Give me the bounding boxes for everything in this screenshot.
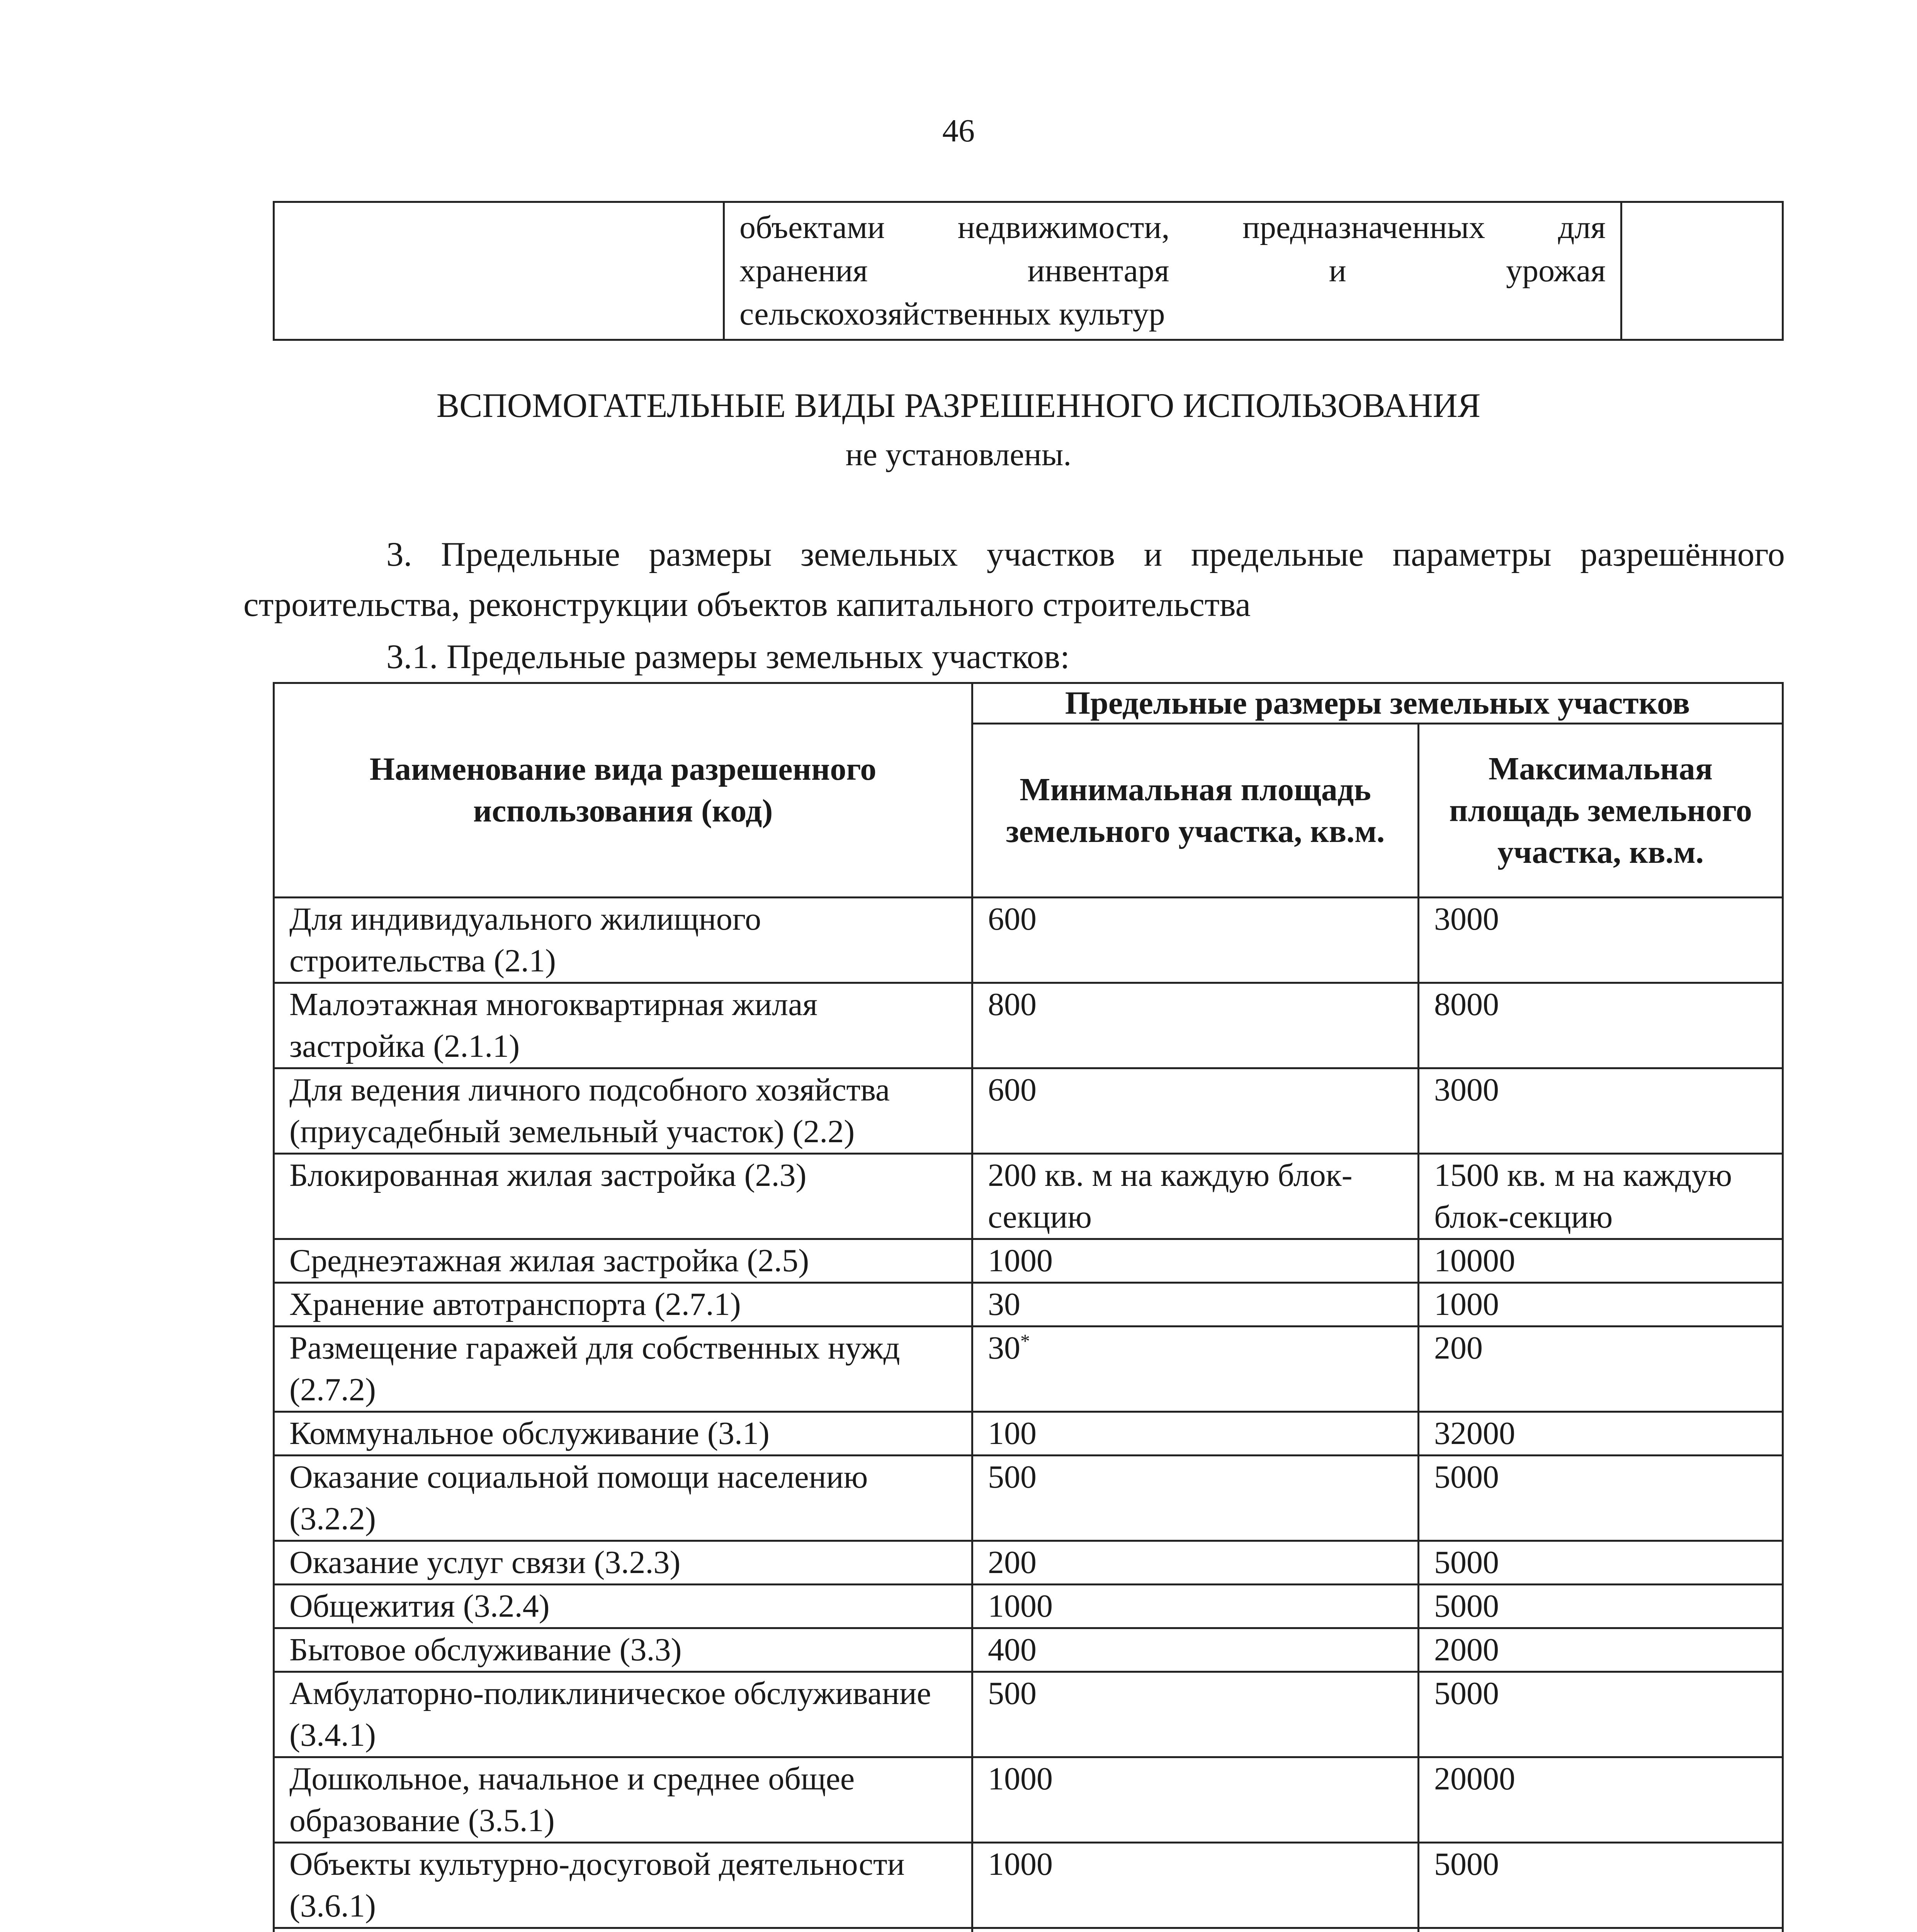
cell-max-area: 5000 bbox=[1419, 1456, 1783, 1541]
table-body bbox=[274, 898, 1783, 1932]
section-title: ВСПОМОГАТЕЛЬНЫЕ ВИДЫ РАЗРЕШЕННОГО ИСПОЛЬЗОВАНИЯ bbox=[436, 387, 1481, 425]
cell-use-name: Блокированная жилая застройка (2.3) bbox=[274, 1154, 972, 1239]
paragraph-3: 3. Предельные размеры земельных участков и предельные параметры разрешённого строительства, реконструкции объектов капитального строительства bbox=[243, 536, 1785, 624]
cell-use-name: Для индивидуального жилищного строительства (2.1) bbox=[274, 898, 972, 983]
table-row bbox=[274, 1757, 1783, 1843]
table-row bbox=[274, 1585, 1783, 1628]
cell-use-name: Амбулаторно-поликлиническое обслуживание (3.4.1) bbox=[274, 1672, 972, 1757]
description-line: хранения инвентаря и урожая bbox=[739, 253, 1606, 289]
min-area-value: 100 bbox=[988, 1415, 1037, 1451]
cell-min-area bbox=[972, 1283, 1419, 1327]
land-plot-size-table bbox=[273, 682, 1784, 1932]
description-line: объектами недвижимости, предназначенных для bbox=[739, 209, 1606, 245]
cell-use-name bbox=[274, 1928, 972, 1932]
cell-max-area: 8000 bbox=[1419, 983, 1783, 1068]
table-row bbox=[274, 1283, 1783, 1327]
cell-use-name: Общежития (3.2.4) bbox=[274, 1585, 972, 1628]
table-row bbox=[274, 1456, 1783, 1541]
cell-max-area: 3000 bbox=[1419, 1068, 1783, 1154]
table-row bbox=[274, 1068, 1783, 1154]
page-number: 46 bbox=[942, 113, 975, 149]
footnote-reference: * bbox=[1020, 1330, 1030, 1352]
cell-use-name: Малоэтажная многоквартирная жилая застройка (2.1.1) bbox=[274, 983, 972, 1068]
cell-min-area bbox=[972, 1628, 1419, 1672]
table-row bbox=[274, 1928, 1783, 1932]
cell-max-area: 5000 bbox=[1419, 1843, 1783, 1928]
cell-min-area bbox=[972, 1672, 1419, 1757]
table-row bbox=[274, 983, 1783, 1068]
cell-use-name: Бытовое обслуживание (3.3) bbox=[274, 1628, 972, 1672]
min-area-value: 1000 bbox=[988, 1846, 1053, 1882]
cell-min-area bbox=[972, 1585, 1419, 1628]
min-area-value: 1000 bbox=[988, 1588, 1053, 1624]
cell-use-name: Хранение автотранспорта (2.7.1) bbox=[274, 1283, 972, 1327]
header-min-area: Минимальная площадь земельного участка, кв.м. bbox=[972, 724, 1419, 898]
section-subtitle: не установлены. bbox=[845, 437, 1072, 473]
min-area-value: 400 bbox=[988, 1632, 1037, 1668]
header-group: Предельные размеры земельных участков bbox=[972, 683, 1783, 724]
cell-max-area: 5000 bbox=[1419, 1672, 1783, 1757]
header-max-area: Максимальная площадь земельного участка, кв.м. bbox=[1419, 724, 1783, 898]
cell-min-area bbox=[972, 1843, 1419, 1928]
cell-max-area: 32000 bbox=[1419, 1412, 1783, 1456]
table-cell-empty bbox=[274, 202, 724, 340]
cell-max-area: 20000 bbox=[1419, 1757, 1783, 1843]
min-area-value: 30 bbox=[988, 1330, 1020, 1366]
min-area-value: 600 bbox=[988, 1072, 1037, 1108]
header-use-name: Наименование вида разрешенного использования (код) bbox=[274, 683, 972, 898]
cell-min-area bbox=[972, 1757, 1419, 1843]
table-row bbox=[274, 1843, 1783, 1928]
table-row bbox=[274, 1412, 1783, 1456]
table-row bbox=[274, 1628, 1783, 1672]
table-cell-description bbox=[724, 202, 1621, 340]
cell-min-area bbox=[972, 1541, 1419, 1585]
cell-min-area bbox=[972, 1412, 1419, 1456]
min-area-value: 500 bbox=[988, 1459, 1037, 1495]
cell-use-name: Для ведения личного подсобного хозяйства (приусадебный земельный участок) (2.2) bbox=[274, 1068, 972, 1154]
min-area-value: 200 bbox=[988, 1544, 1037, 1580]
cell-max-area bbox=[1419, 1928, 1783, 1932]
cell-max-area: 5000 bbox=[1419, 1541, 1783, 1585]
cell-use-name: Оказание социальной помощи населению (3.2.2) bbox=[274, 1456, 972, 1541]
table-header-row bbox=[274, 683, 1783, 724]
description-line: сельскохозяйственных культур bbox=[739, 296, 1165, 332]
paragraph-3-1: 3.1. Предельные размеры земельных участков: bbox=[386, 638, 1070, 676]
cell-max-area: 10000 bbox=[1419, 1239, 1783, 1283]
cell-use-name: Коммунальное обслуживание (3.1) bbox=[274, 1412, 972, 1456]
table-row bbox=[274, 1672, 1783, 1757]
cell-use-name: Размещение гаражей для собственных нужд (2.7.2) bbox=[274, 1327, 972, 1412]
min-area-value: 200 кв. м на каждую блок-секцию bbox=[988, 1157, 1353, 1235]
cell-min-area bbox=[972, 1068, 1419, 1154]
table-row bbox=[274, 1327, 1783, 1412]
cell-max-area: 2000 bbox=[1419, 1628, 1783, 1672]
cell-max-area: 5000 bbox=[1419, 1585, 1783, 1628]
table-row bbox=[274, 202, 1783, 340]
cell-use-name: Оказание услуг связи (3.2.3) bbox=[274, 1541, 972, 1585]
table-row bbox=[274, 1541, 1783, 1585]
cell-max-area: 3000 bbox=[1419, 898, 1783, 983]
continuation-table bbox=[273, 201, 1784, 341]
min-area-value: 1000 bbox=[988, 1761, 1053, 1797]
table-row bbox=[274, 1239, 1783, 1283]
cell-use-name: Объекты культурно-досуговой деятельности (3.6.1) bbox=[274, 1843, 972, 1928]
table-cell-empty bbox=[1621, 202, 1783, 340]
min-area-value: 500 bbox=[988, 1675, 1037, 1711]
min-area-value: 1000 bbox=[988, 1243, 1053, 1279]
table-row bbox=[274, 898, 1783, 983]
cell-max-area: 1500 кв. м на каждую блок-секцию bbox=[1419, 1154, 1783, 1239]
cell-min-area bbox=[972, 1928, 1419, 1932]
min-area-value: 800 bbox=[988, 986, 1037, 1022]
cell-min-area bbox=[972, 1239, 1419, 1283]
cell-max-area: 1000 bbox=[1419, 1283, 1783, 1327]
cell-min-area bbox=[972, 1456, 1419, 1541]
min-area-value: 30 bbox=[988, 1286, 1020, 1322]
cell-min-area bbox=[972, 983, 1419, 1068]
cell-use-name: Дошкольное, начальное и среднее общее образование (3.5.1) bbox=[274, 1757, 972, 1843]
cell-min-area bbox=[972, 898, 1419, 983]
min-area-value: 600 bbox=[988, 901, 1037, 937]
table-row bbox=[274, 1154, 1783, 1239]
cell-min-area bbox=[972, 1327, 1419, 1412]
cell-max-area: 200 bbox=[1419, 1327, 1783, 1412]
cell-use-name: Среднеэтажная жилая застройка (2.5) bbox=[274, 1239, 972, 1283]
cell-min-area bbox=[972, 1154, 1419, 1239]
